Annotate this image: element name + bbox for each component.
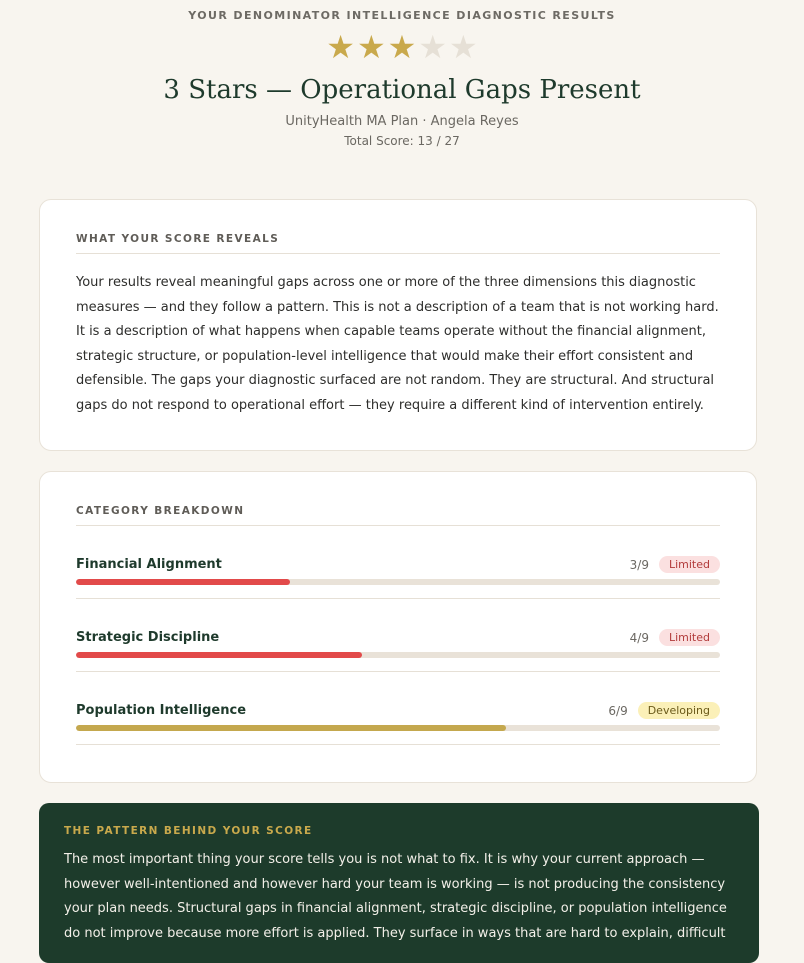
- category-score: 6/9: [608, 703, 628, 718]
- category-score: 3/9: [629, 557, 649, 572]
- star-icon: ★: [449, 28, 478, 66]
- progress-bar: [76, 579, 720, 585]
- star-icon: ★: [387, 28, 417, 66]
- star-rating: [0, 28, 804, 66]
- star-icon: ★: [326, 28, 355, 66]
- category-row: [76, 599, 720, 672]
- page-title: 3 Stars — Operational Gaps Present: [163, 75, 641, 105]
- pattern-panel: [39, 803, 759, 963]
- plan-line: UnityHealth MA Plan · Angela Reyes: [285, 114, 519, 129]
- category-score: 4/9: [629, 630, 649, 645]
- category-name: Financial Alignment: [76, 557, 222, 572]
- progress-bar: [76, 652, 720, 658]
- eyebrow-label: YOUR DENOMINATOR INTELLIGENCE DIAGNOSTIC RESULTS: [188, 9, 616, 22]
- pattern-text: The most important thing your score tells you is not what to fix. It is why your current approach — however well-intentioned and however hard your team is working — is not producing the consistency your plan needs. Structural gaps in financial alignment, strategic discipline, or population intelligence do not improve because more effort is applied. They surface in ways that are hard to explain, difficult: [64, 852, 727, 941]
- star-icon: ★: [418, 28, 448, 66]
- total-score: Total Score: 13 / 27: [344, 134, 460, 148]
- status-badge: Limited: [659, 629, 720, 646]
- category-row: [76, 672, 720, 745]
- progress-fill: [76, 579, 290, 585]
- star-icon: ★: [356, 28, 386, 66]
- category-name: Strategic Discipline: [76, 630, 220, 645]
- score-reveal-card: [39, 199, 757, 451]
- results-page: [0, 9, 804, 941]
- section-heading: CATEGORY BREAKDOWN: [76, 505, 720, 526]
- progress-fill: [76, 652, 362, 658]
- progress-bar: [76, 725, 720, 731]
- category-row: [76, 526, 720, 599]
- section-heading: WHAT YOUR SCORE REVEALS: [76, 233, 720, 254]
- progress-fill: [76, 725, 506, 731]
- status-badge: Developing: [638, 702, 720, 719]
- section-heading: THE PATTERN BEHIND YOUR SCORE: [64, 825, 313, 837]
- category-name: Population Intelligence: [76, 703, 247, 718]
- reveal-text: Your results reveal meaningful gaps across one or more of the three dimensions this diagnostic measures — and they follow a pattern. This is not a description of a team that is not working hard. It is a description of what happens when capable teams operate without the financial alignment, strategic structure, or population-level intelligence that would make their effort consistent and defensible. The gaps your diagnostic surfaced are not random. They are structural. And structural gaps do not respond to operational effort — they require a different kind of intervention entirely.: [76, 275, 719, 413]
- category-breakdown-card: [39, 471, 757, 783]
- status-badge: Limited: [659, 556, 720, 573]
